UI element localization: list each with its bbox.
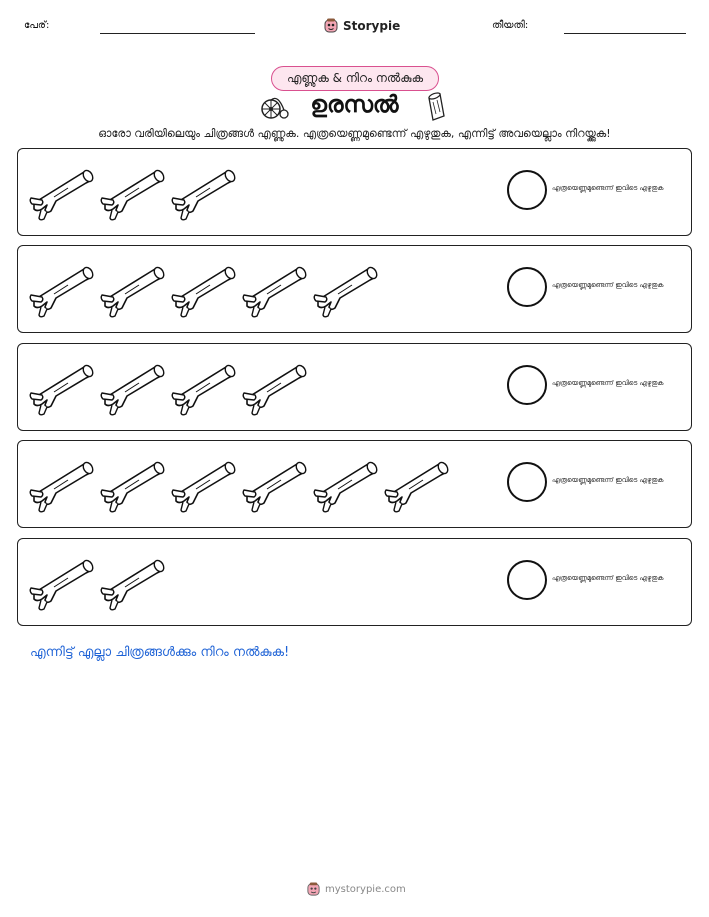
brand-logo xyxy=(323,14,400,38)
counting-row xyxy=(17,148,692,236)
log-branch-icon[interactable] xyxy=(99,256,165,322)
counting-row xyxy=(17,245,692,333)
log-branch-icon[interactable] xyxy=(170,256,236,322)
answer-label: എത്രയെണ്ണമുണ്ടെന്ന് ഇവിടെ എഴുതുക xyxy=(552,476,664,484)
log-branch-icon[interactable] xyxy=(99,451,165,517)
color-all-instruction: എന്നിട്ട് എല്ലാ ചിത്രങ്ങൾക്കും നിറം നൽകുക! xyxy=(30,645,290,660)
wood-log-icon xyxy=(424,92,446,122)
picture-group xyxy=(28,354,307,420)
answer-circle[interactable] xyxy=(507,560,547,600)
activity-type-badge xyxy=(271,66,439,91)
worksheet-header xyxy=(0,14,709,38)
storypie-logo-icon xyxy=(306,882,321,897)
date-field[interactable] xyxy=(564,33,686,34)
worksheet-title: ഉരസൽ xyxy=(310,92,399,118)
name-field[interactable] xyxy=(100,33,255,34)
activity-type-label: എണ്ണുക & നിറം നൽകുക xyxy=(286,71,424,85)
date-label: തീയതി: xyxy=(492,20,529,31)
log-branch-icon[interactable] xyxy=(28,256,94,322)
log-branch-icon[interactable] xyxy=(99,549,165,615)
log-branch-icon[interactable] xyxy=(170,451,236,517)
log-branch-icon[interactable] xyxy=(241,256,307,322)
picture-group xyxy=(28,256,378,322)
footer-url: mystorypie.com xyxy=(325,883,406,895)
picture-group xyxy=(28,159,236,225)
answer-circle[interactable] xyxy=(507,365,547,405)
answer-circle[interactable] xyxy=(507,267,547,307)
log-branch-icon[interactable] xyxy=(28,451,94,517)
answer-circle[interactable] xyxy=(507,170,547,210)
footer xyxy=(306,879,406,899)
storypie-logo-icon xyxy=(323,18,339,34)
answer-circle[interactable] xyxy=(507,462,547,502)
log-branch-icon[interactable] xyxy=(170,159,236,225)
log-branch-icon[interactable] xyxy=(28,354,94,420)
log-branch-icon[interactable] xyxy=(383,451,449,517)
picture-group xyxy=(28,549,165,615)
brand-name: Storypie xyxy=(343,19,401,33)
picture-group xyxy=(28,451,449,517)
answer-label: എത്രയെണ്ണമുണ്ടെന്ന് ഇവിടെ എഴുതുക xyxy=(552,574,664,582)
log-branch-icon[interactable] xyxy=(241,451,307,517)
answer-label: എത്രയെണ്ണമുണ്ടെന്ന് ഇവിടെ എഴുതുക xyxy=(552,184,664,192)
counting-row xyxy=(17,538,692,626)
log-branch-icon[interactable] xyxy=(241,354,307,420)
log-branch-icon[interactable] xyxy=(312,256,378,322)
log-branch-icon[interactable] xyxy=(28,549,94,615)
counting-row xyxy=(17,440,692,528)
answer-label: എത്രയെണ്ണമുണ്ടെന്ന് ഇവിടെ എഴുതുക xyxy=(552,281,664,289)
counting-row xyxy=(17,343,692,431)
log-branch-icon[interactable] xyxy=(99,159,165,225)
answer-label: എത്രയെണ്ണമുണ്ടെന്ന് ഇവിടെ എഴുതുക xyxy=(552,379,664,387)
instruction-text: ഓരോ വരിയിലെയും ചിത്രങ്ങൾ എണ്ണുക. എത്രയെണ്ണമുണ്ടെന്ന് എഴുതുക, എന്നിട്ട് അവയെല്ലാം നിറയ്ക്കുക! xyxy=(98,127,611,140)
log-branch-icon[interactable] xyxy=(312,451,378,517)
log-branch-icon[interactable] xyxy=(170,354,236,420)
title-row xyxy=(0,92,709,120)
log-branch-icon[interactable] xyxy=(28,159,94,225)
name-label: പേര്: xyxy=(24,20,50,31)
log-branch-icon[interactable] xyxy=(99,354,165,420)
